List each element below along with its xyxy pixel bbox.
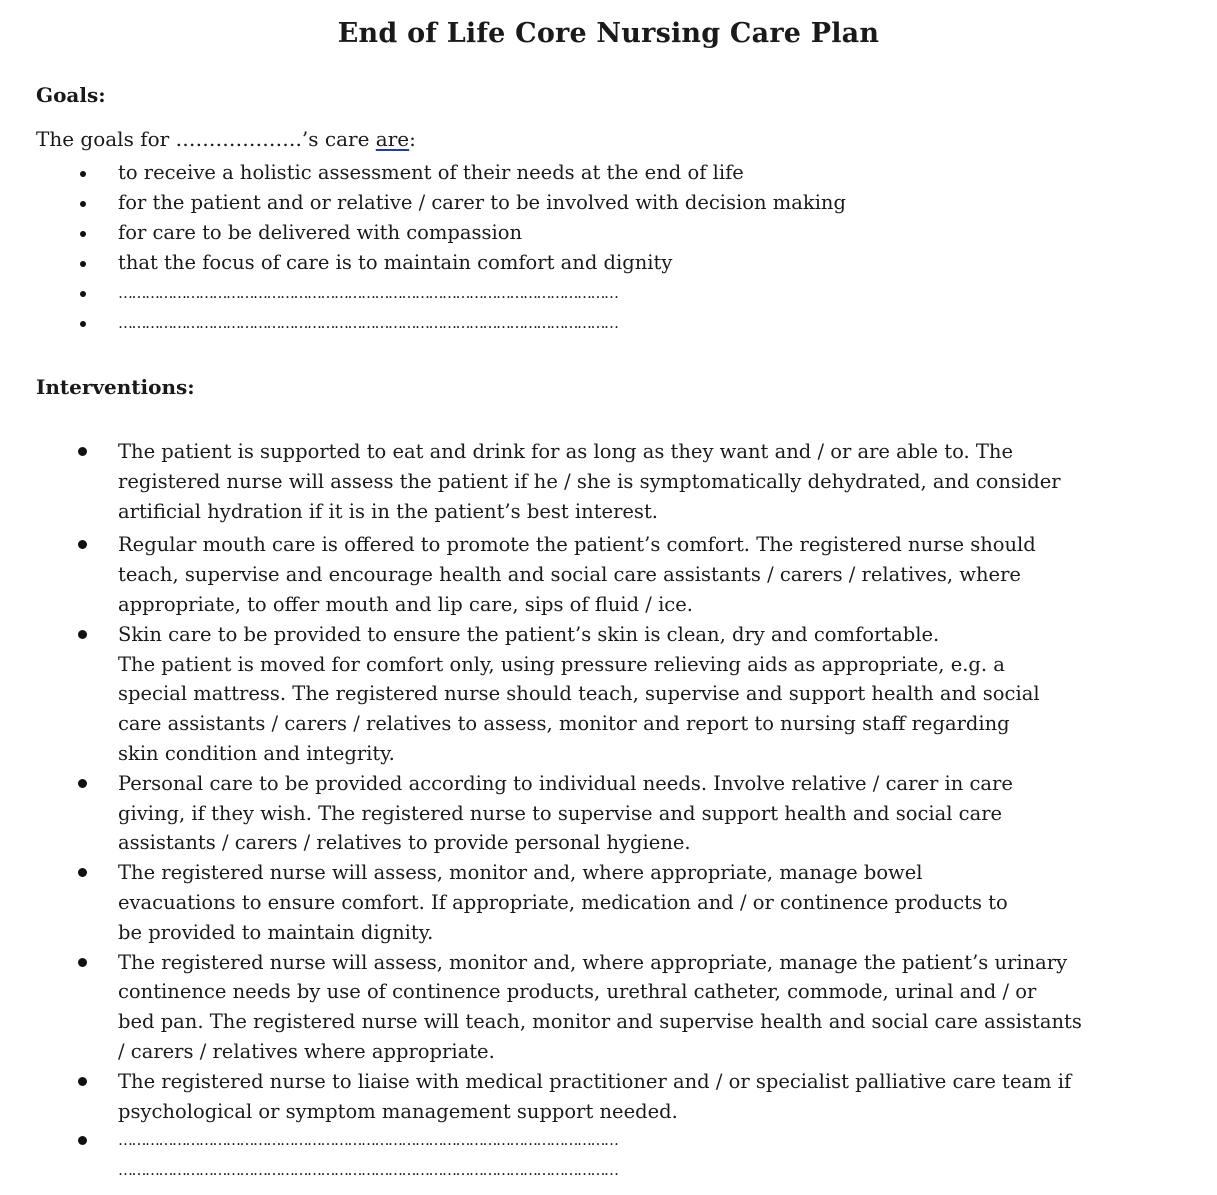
bullet-icon xyxy=(80,171,86,177)
intervention-line: Skin care to be provided to ensure the patient’s skin is clean, dry and comfortable. xyxy=(118,622,940,646)
bullet-icon xyxy=(80,261,86,267)
intervention-line: The registered nurse will assess, monitor and, where appropriate, manage the patient’s urinary xyxy=(118,950,1068,974)
bullet-icon xyxy=(80,291,86,297)
intervention-item xyxy=(0,530,1217,619)
bullet-icon xyxy=(78,958,87,967)
intervention-item xyxy=(0,620,1217,769)
intervention-blank-line: ………………………………………………………………………………………………… xyxy=(118,1161,618,1180)
intervention-text xyxy=(118,620,1178,769)
intervention-item-blank xyxy=(0,1126,1217,1186)
intervention-line: Personal care to be provided according to individual needs. Involve relative / carer in care xyxy=(118,771,1013,795)
intervention-blank-line: ………………………………………………………………………………………………… xyxy=(118,1131,618,1150)
intervention-line: continence needs by use of continence products, urethral catheter, commode, urinal and / or xyxy=(118,980,1037,1004)
goal-item xyxy=(0,159,1217,189)
intervention-line: appropriate, to offer mouth and lip care, sips of fluid / ice. xyxy=(118,592,693,616)
goal-item xyxy=(0,249,1217,279)
goals-list xyxy=(0,159,1217,339)
goals-intro-suffix: : xyxy=(409,127,416,151)
bullet-icon xyxy=(78,447,87,456)
intervention-line: artificial hydration if it is in the patient’s best interest. xyxy=(118,499,658,523)
goal-item-blank xyxy=(0,309,1217,339)
goals-intro xyxy=(36,127,416,151)
intervention-line: assistants / carers / relatives to provide personal hygiene. xyxy=(118,831,691,855)
intervention-text xyxy=(118,858,1178,947)
bullet-icon xyxy=(78,1136,87,1145)
intervention-line: The registered nurse to liaise with medical practitioner and / or specialist palliative care team if xyxy=(118,1069,1072,1093)
intervention-item xyxy=(0,1067,1217,1127)
intervention-line: Regular mouth care is offered to promote the patient’s comfort. The registered nurse should xyxy=(118,533,1036,557)
bullet-icon xyxy=(80,321,86,327)
intervention-item xyxy=(0,858,1217,947)
interventions-list xyxy=(0,437,1217,1186)
goal-text: that the focus of care is to maintain comfort and dignity xyxy=(118,251,673,274)
intervention-text xyxy=(118,1067,1178,1127)
intervention-line: evacuations to ensure comfort. If appropriate, medication and / or continence products to xyxy=(118,890,1008,914)
interventions-heading: Interventions: xyxy=(36,375,195,399)
goal-item-blank xyxy=(0,279,1217,309)
goal-item xyxy=(0,189,1217,219)
bullet-icon xyxy=(78,868,87,877)
intervention-line: psychological or symptom management support needed. xyxy=(118,1099,678,1123)
bullet-icon xyxy=(78,540,87,549)
intervention-text xyxy=(118,530,1178,619)
bullet-icon xyxy=(80,231,86,237)
intervention-item xyxy=(0,437,1217,526)
intervention-line: registered nurse will assess the patient if he / she is symptomatically dehydrated, and consider xyxy=(118,469,1061,493)
goals-intro-underlined-word: are xyxy=(375,127,410,151)
intervention-text xyxy=(118,769,1178,858)
goal-blank-line: ………………………………………………………………………………………………… xyxy=(118,284,618,302)
intervention-blank-text xyxy=(118,1126,1178,1186)
bullet-icon xyxy=(80,201,86,207)
intervention-line: bed pan. The registered nurse will teach, monitor and supervise health and social care assistants xyxy=(118,1010,1082,1034)
intervention-line: skin condition and integrity. xyxy=(118,741,395,765)
intervention-line: be provided to maintain dignity. xyxy=(118,920,434,944)
goal-text: to receive a holistic assessment of their needs at the end of life xyxy=(118,161,744,184)
goals-intro-prefix: The goals for ……………….’s care xyxy=(36,127,376,151)
intervention-line: special mattress. The registered nurse should teach, supervise and support health and social xyxy=(118,682,1040,706)
document-title: End of Life Core Nursing Care Plan xyxy=(337,18,880,49)
intervention-line: giving, if they wish. The registered nurse to supervise and support health and social care xyxy=(118,801,1003,825)
goal-text: for care to be delivered with compassion xyxy=(118,221,523,244)
intervention-item xyxy=(0,948,1217,1067)
intervention-line: care assistants / carers / relatives to assess, monitor and report to nursing staff regarding xyxy=(118,712,1010,736)
goal-text: for the patient and or relative / carer to be involved with decision making xyxy=(118,191,846,214)
intervention-text xyxy=(118,948,1178,1067)
bullet-icon xyxy=(78,1077,87,1086)
intervention-line: The patient is supported to eat and drink for as long as they want and / or are able to. The xyxy=(118,440,1013,463)
intervention-text xyxy=(118,437,1178,526)
intervention-item xyxy=(0,769,1217,858)
goal-blank-line: ………………………………………………………………………………………………… xyxy=(118,314,618,332)
intervention-line: The patient is moved for comfort only, using pressure relieving aids as appropriate, e.g. a xyxy=(118,652,1005,676)
goal-item xyxy=(0,219,1217,249)
bullet-icon xyxy=(78,779,87,788)
intervention-line: teach, supervise and encourage health and social care assistants / carers / relatives, where xyxy=(118,563,1021,587)
intervention-line: The registered nurse will assess, monitor and, where appropriate, manage bowel xyxy=(118,861,923,885)
goals-heading: Goals: xyxy=(36,83,106,107)
intervention-line: / carers / relatives where appropriate. xyxy=(118,1039,495,1063)
bullet-icon xyxy=(78,630,87,639)
